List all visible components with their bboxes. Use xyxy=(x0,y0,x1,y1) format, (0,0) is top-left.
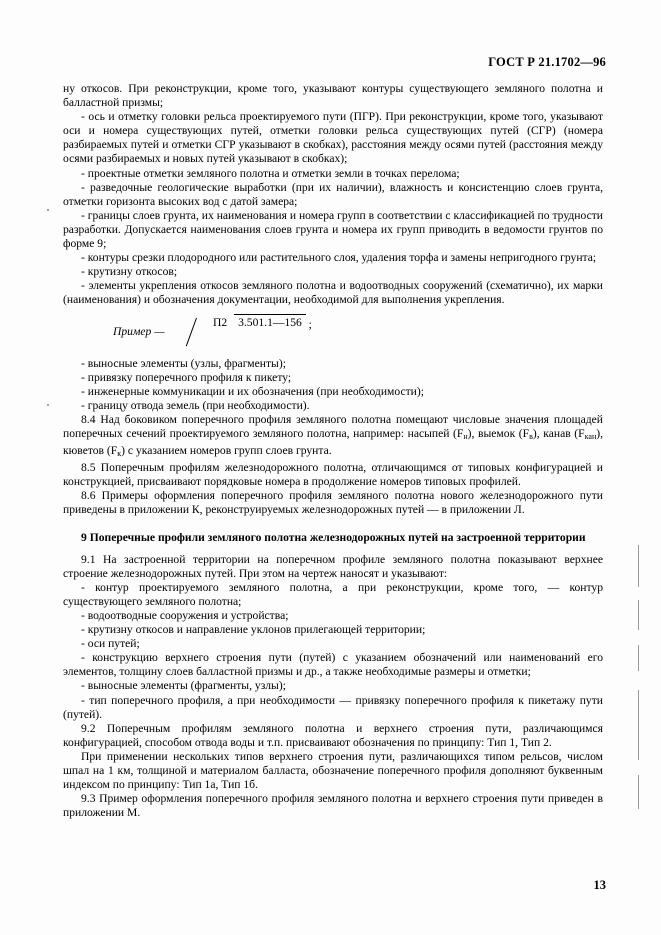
paragraph: - конструкцию верхнего строения пути (путей) с указанием обозначений или наименований его элементов, толщину слоев балластной призмы и др., а также необходимые размеры и отметки; xyxy=(63,651,603,679)
fraction-denominator: 3.501.1—156 xyxy=(234,314,306,329)
paragraph: - контур проектируемого земляного полотна, а при реконструкции, кроме того, — контур существующего земляного полотна; xyxy=(63,580,603,608)
paragraph: - ось и отметку головки рельса проектируемого пути (ПГР). При реконструкции, кроме того, указывают оси и номера существующих путей, отметки головки рельса существующих путей (СГР) (номера разбираемых путей и отметки СГР указывают в скобках), расстояния между осями путей (расстояния между осями разбираемых и новых путей указывают в скобках); xyxy=(63,110,603,166)
margin-mark xyxy=(638,645,639,671)
paragraph: - привязку поперечного профиля к пикету; xyxy=(81,370,292,384)
paragraph-with-subscripts: 8.4 Над боковиком поперечного профиля земляного полотна помещают числовые значения площадей поперечных сечений проектируемого земляного полотна, например: насыпей $(F_н)$, выемок $(F_в)$, канав $(F_{кан})$, кюветов $(F_к)$ с указанием номеров групп слоев грунта. xyxy=(63,412,603,459)
section-heading: 9 Поперечные профили земляного полотна железнодорожных путей на застроенной территории xyxy=(81,530,586,544)
paragraph: 9.1 На застроенной территории на поперечном профиле земляного полотна показывают верхнее строение железнодорожных путей. При этом на чертеж наносят и указывают: xyxy=(63,552,603,580)
margin-dot xyxy=(47,209,49,211)
paragraph: - границу отвода земель (при необходимости). xyxy=(81,398,310,412)
paragraph: 8.5 Поперечным профилям железнодорожного полотна, отличающимся от типовых конфигурацией и конструкцией, присваивают порядковые номера в продолжение номеров типовых профилей. xyxy=(63,461,603,489)
margin-mark xyxy=(638,775,639,809)
document-body xyxy=(63,82,603,820)
example-trailing-punctuation: ; xyxy=(308,317,312,331)
paragraph: - элементы укрепления откосов земляного полотна и водоотводных сооружений (схематично), их марки (наименования) и обозначения документации, необходимой для выполнения укрепления. xyxy=(63,279,603,307)
document-header: ГОСТ Р 21.1702—96 xyxy=(488,55,606,69)
paragraph: - водоотводные сооружения и устройства; xyxy=(81,609,289,622)
example-formula xyxy=(63,316,603,350)
example-slash xyxy=(186,317,197,346)
paragraph: - границы слоев грунта, их наименования и номера групп в соответствии с классификацией по трудности разработки. Допускается наименования слоев грунта и номера их групп приводить в ведомости грунтов по форме 9; xyxy=(63,208,603,251)
paragraph: - крутизну откосов и направление уклонов прилегающей территории; xyxy=(81,623,426,637)
paragraph: 9.2 Поперечным профилям земляного полотна и верхнего строения пути, различающимся конфигурацией, способом отвода воды и т.п. присваивают обозначения по принципу: Тип 1, Тип 2. xyxy=(63,721,603,749)
paragraph: - крутизну откосов; xyxy=(81,265,178,279)
paragraph: - разведочные геологические выработки (при их наличии), влажность и консистенцию слоев грунта, отметки горизонта высоких вод с датой замера; xyxy=(63,180,603,208)
margin-mark xyxy=(638,690,639,760)
paragraph: - тип поперечного профиля, а при необходимости — привязку поперечного профиля к пикетажу пути (путей). xyxy=(63,693,603,721)
paragraph: - выносные элементы (узлы, фрагменты); xyxy=(81,356,286,370)
margin-mark xyxy=(638,545,639,587)
paragraph: 9.3 Пример оформления поперечного профиля земляного полотна и верхнего строения пути приведен в приложении М. xyxy=(63,792,603,820)
margin-mark xyxy=(638,600,639,630)
paragraph: - контуры срезки плодородного или растительного слоя, удаления торфа и замены непригодного грунта; xyxy=(81,251,597,265)
paragraph: 8.6 Примеры оформления поперечного профиля земляного полотна нового железнодорожного пути приведены в приложении К, реконструируемых железнодорожных путей — в приложении Л. xyxy=(63,489,603,517)
paragraph: ну откосов. При реконструкции, кроме того, указывают контуры существующего земляного полотна и балластной призмы; xyxy=(63,82,603,110)
paragraph: - выносные элементы (фрагменты, узлы); xyxy=(81,679,286,693)
example-label: Пример — xyxy=(113,324,165,338)
fraction-numerator: П2 xyxy=(213,315,228,329)
example-fraction xyxy=(209,315,312,331)
paragraph: При применении нескольких типов верхнего строения пути, различающихся типом рельсов, числом шпал на 1 км, толщиной и материалом балласта, обозначение поперечного профиля дополняют буквенным индексом по принципу: Тип 1а, Тип 1б. xyxy=(63,749,603,792)
paragraph: - инженерные коммуникации и их обозначения (при необходимости); xyxy=(81,384,424,398)
paragraph: - проектные отметки земляного полотна и отметки земли в точках перелома; xyxy=(81,166,460,180)
margin-dot xyxy=(47,404,49,406)
page-number: 13 xyxy=(593,878,606,892)
paragraph: - оси путей; xyxy=(81,637,140,651)
